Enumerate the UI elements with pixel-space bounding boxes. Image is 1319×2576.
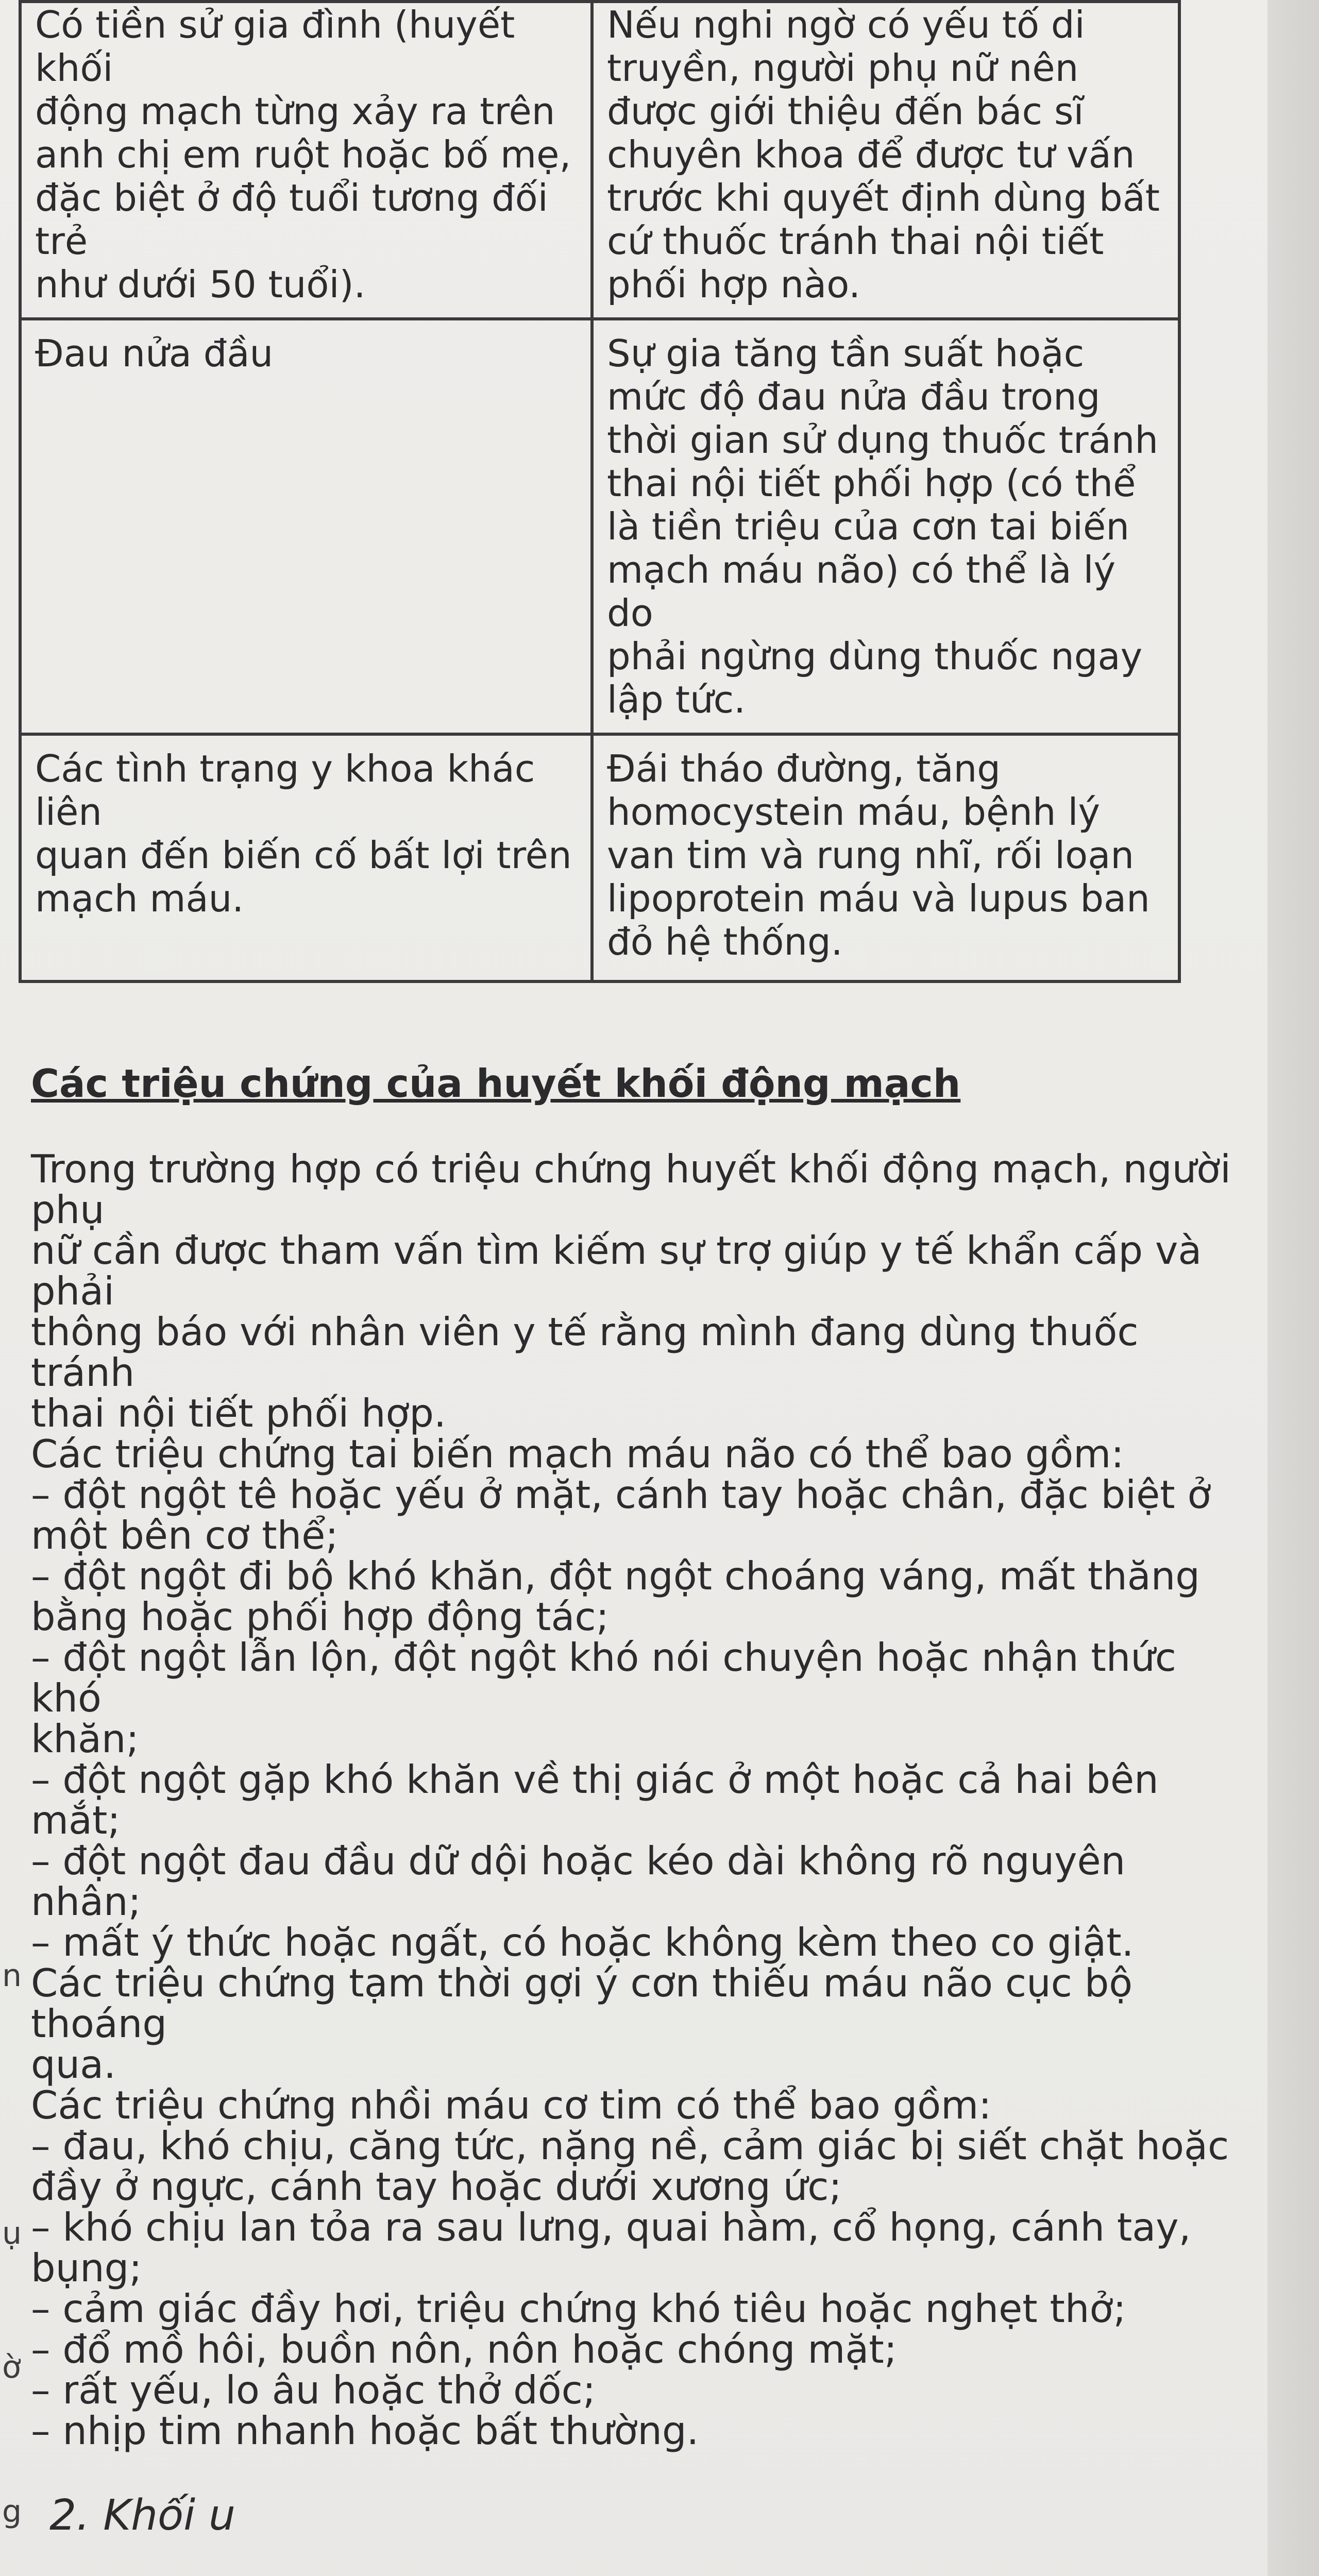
text-line: Các triệu chứng nhồi máu cơ tim có thể bao gồm:: [31, 2082, 992, 2128]
text-line: Các triệu chứng tạm thời gợi ý cơn thiếu máu não cục bộ thoáng: [31, 1960, 1133, 2046]
risk-factor-table: [19, 0, 1181, 983]
text-line: thông báo với nhân viên y tế rằng mình đang dùng thuốc tránh: [31, 1309, 1139, 1395]
text-line: – nhịp tim nhanh hoặc bất thường.: [31, 2408, 699, 2453]
text-line: – đột ngột đi bộ khó khăn, đột ngột choáng váng, mất thăng: [31, 1553, 1200, 1599]
paragraph-block-symptoms: [31, 1146, 1231, 2453]
risk-factor-text: Các tình trạng y khoa khác liên quan đến biến cố bất lợi trên mạch máu.: [35, 747, 572, 920]
text-line: – đột ngột lẫn lộn, đột ngột khó nói chuyện hoặc nhận thức khó: [31, 1635, 1177, 1721]
section-title: 2. Khối u: [49, 2491, 236, 2540]
text-line: – đột ngột gặp khó khăn về thị giác ở một hoặc cả hai bên mắt;: [31, 1757, 1159, 1843]
text-line: qua.: [31, 2042, 116, 2087]
section-heading: Các triệu chứng của huyết khối động mạch: [31, 1061, 961, 1106]
text-line: – rất yếu, lo âu hoặc thở dốc;: [31, 2367, 596, 2413]
text-line: khăn;: [31, 1716, 139, 1761]
text-line: Trong trường hợp có triệu chứng huyết khối động mạch, người phụ: [31, 1146, 1231, 1232]
text-line: – đột ngột đau đầu dữ dội hoặc kéo dài không rõ nguyên nhân;: [31, 1838, 1126, 1924]
margin-fragment: n: [2, 1958, 22, 1994]
table-row: [20, 319, 1179, 734]
text-line: – đau, khó chịu, căng tức, nặng nề, cảm giác bị siết chặt hoặc: [31, 2123, 1229, 2168]
comment-text: Nếu nghi ngờ có yếu tố di truyền, người phụ nữ nên được giới thiệu đến bác sĩ chuyên khoa để được tư vấn trước khi quyết định dùng bất cứ thuốc tránh thai nội tiết phối hợp nào.: [607, 3, 1160, 306]
comment-text: Đái tháo đường, tăng homocystein máu, bệnh lý van tim và rung nhĩ, rối loạn lipoprotein máu và lupus ban đỏ hệ thống.: [607, 747, 1150, 963]
text-line: nữ cần được tham vấn tìm kiếm sự trợ giúp y tế khẩn cấp và phải: [31, 1228, 1202, 1314]
risk-factor-text: Đau nửa đầu: [35, 332, 274, 375]
table-row: [20, 734, 1179, 981]
margin-fragment: g: [2, 2494, 22, 2530]
text-line: – đổ mồ hôi, buồn nôn, nôn hoặc chóng mặt;: [31, 2327, 898, 2372]
comment-text: Sự gia tăng tần suất hoặc mức độ đau nửa đầu trong thời gian sử dụng thuốc tránh thai nội tiết phối hợp (có thể là tiền triệu của cơn tai biến mạch máu não) có thể là lý do phải ngừng dùng thuốc ngay lập tức.: [607, 332, 1158, 721]
risk-factor-cell: [20, 2, 592, 319]
table-row: [20, 2, 1179, 319]
text-line: bụng;: [31, 2245, 142, 2291]
comment-cell: [592, 319, 1179, 734]
text-line: một bên cơ thể;: [31, 1513, 339, 1558]
text-line: – cảm giác đầy hơi, triệu chứng khó tiêu hoặc nghẹt thở;: [31, 2286, 1126, 2331]
text-line: bằng hoặc phối hợp động tác;: [31, 1594, 609, 1639]
risk-factor-cell: [20, 734, 592, 981]
margin-fragment: ụ: [2, 2215, 22, 2251]
margin-fragment: ờ: [2, 2349, 21, 2385]
text-line: Các triệu chứng tai biến mạch máu não có thể bao gồm:: [31, 1431, 1124, 1477]
text-line: đầy ở ngực, cánh tay hoặc dưới xương ức;: [31, 2164, 842, 2209]
text-line: – khó chịu lan tỏa ra sau lưng, quai hàm, cổ họng, cánh tay,: [31, 2205, 1191, 2250]
page-edge: [1267, 0, 1319, 2576]
margin-marks: [0, 1958, 21, 2576]
text-line: – mất ý thức hoặc ngất, có hoặc không kèm theo co giật.: [31, 1920, 1134, 1965]
comment-cell: [592, 2, 1179, 319]
risk-factor-text: Có tiền sử gia đình (huyết khối động mạch từng xảy ra trên anh chị em ruột hoặc bố mẹ, đặc biệt ở độ tuổi tương đối trẻ như dưới 50 tuổi).: [35, 3, 571, 306]
body-text: [31, 1023, 1231, 2576]
comment-cell: [592, 734, 1179, 981]
risk-factor-cell: [20, 319, 592, 734]
text-line: – đột ngột tê hoặc yếu ở mặt, cánh tay hoặc chân, đặc biệt ở: [31, 1472, 1211, 1517]
text-line: thai nội tiết phối hợp.: [31, 1391, 446, 1436]
